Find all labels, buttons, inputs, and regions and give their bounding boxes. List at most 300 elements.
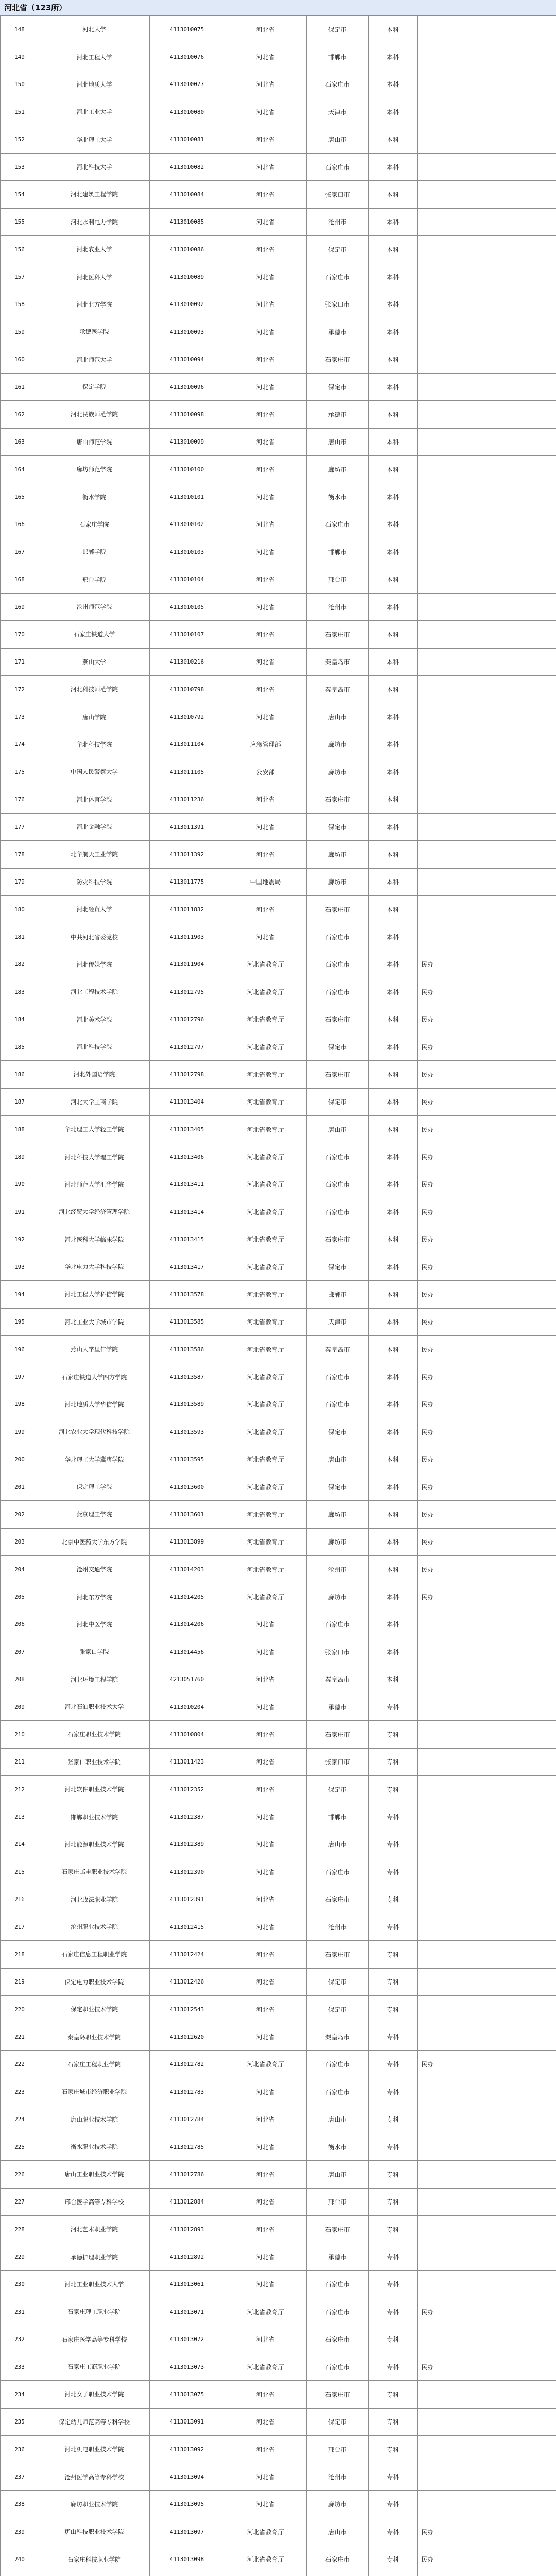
blank-cell: [438, 1666, 556, 1693]
governing-department: 河北省教育厅: [224, 1473, 307, 1500]
remark: 民办: [418, 1336, 438, 1363]
governing-department: 河北省: [224, 126, 307, 153]
city: 石家庄市: [307, 978, 369, 1006]
institution-name: 张家口学院: [39, 1638, 150, 1666]
city: 保定市: [307, 236, 369, 263]
city: 石家庄市: [307, 1226, 369, 1253]
governing-department: 河北省: [224, 16, 307, 43]
remark: [418, 2463, 438, 2490]
city: 石家庄市: [307, 1858, 369, 1886]
institution-code: 4113012797: [150, 1033, 224, 1060]
table-row: [1, 2161, 556, 2188]
city: 唐山市: [307, 703, 369, 731]
governing-department: 河北省: [224, 1941, 307, 1968]
governing-department: 河北省: [224, 1968, 307, 1995]
blank-cell: [438, 813, 556, 840]
blank-cell: [438, 1556, 556, 1583]
education-level: 本科: [369, 263, 418, 291]
row-number: 166: [1, 511, 39, 538]
institution-code: 4113014203: [150, 1556, 224, 1583]
remark: [418, 593, 438, 620]
education-level: 本科: [369, 1638, 418, 1666]
governing-department: 河北省: [224, 676, 307, 703]
row-number: [1, 2573, 39, 2576]
blank-cell: [438, 2573, 556, 2576]
city: 石家庄市: [307, 1061, 369, 1088]
blank-cell: [438, 428, 556, 455]
remark: [418, 868, 438, 895]
blank-cell: [438, 181, 556, 208]
education-level: 本科: [369, 538, 418, 566]
city: 邢台市: [307, 2188, 369, 2215]
row-number: 183: [1, 978, 39, 1006]
education-level: 本科: [369, 1473, 418, 1500]
governing-department: 河北省: [224, 401, 307, 428]
remark: [418, 346, 438, 373]
institution-code: 4113010076: [150, 43, 224, 71]
institution-name: 石家庄职业技术学院: [39, 1721, 150, 1748]
remark: 民办: [418, 1198, 438, 1226]
city: 邢台市: [307, 2436, 369, 2463]
institution-name: 河北科技大学: [39, 153, 150, 180]
table-row: [1, 2216, 556, 2243]
row-number: 229: [1, 2243, 39, 2270]
city: 承德市: [307, 1693, 369, 1720]
table-row: [1, 373, 556, 400]
row-number: 170: [1, 621, 39, 648]
blank-cell: [438, 1061, 556, 1088]
institution-name: 承德医学院: [39, 318, 150, 346]
institution-code: 4113012426: [150, 1968, 224, 1995]
blank-cell: [438, 1198, 556, 1226]
governing-department: 河北省: [224, 2326, 307, 2353]
table-row: [1, 1996, 556, 2023]
institution-name: 北华航天工业学院: [39, 841, 150, 868]
row-number: 233: [1, 2353, 39, 2380]
institution-code: 4113013589: [150, 1391, 224, 1418]
city: 石家庄市: [307, 2546, 369, 2573]
table-row: [1, 2436, 556, 2463]
blank-cell: [438, 1638, 556, 1666]
city: 石家庄市: [307, 1611, 369, 1638]
governing-department: 河北省: [224, 71, 307, 98]
institution-code: 4113012783: [150, 2078, 224, 2106]
governing-department: 河北省: [224, 346, 307, 373]
governing-department: 河北省教育厅: [224, 1528, 307, 1555]
education-level: 本科: [369, 1281, 418, 1308]
governing-department: 河北省教育厅: [224, 2518, 307, 2546]
governing-department: 河北省: [224, 1721, 307, 1748]
education-level: 本科: [369, 621, 418, 648]
remark: [418, 2573, 438, 2576]
governing-department: 河北省: [224, 2106, 307, 2133]
row-number: 163: [1, 428, 39, 455]
row-number: 154: [1, 181, 39, 208]
remark: [418, 263, 438, 291]
row-number: 221: [1, 2023, 39, 2050]
table-row: [1, 2353, 556, 2380]
table-row: [1, 1748, 556, 1775]
institution-name: 河北工程大学科信学院: [39, 1281, 150, 1308]
education-level: 本科: [369, 16, 418, 43]
blank-cell: [438, 2243, 556, 2270]
blank-cell: [438, 978, 556, 1006]
blank-cell: [438, 373, 556, 400]
remark: [418, 153, 438, 180]
governing-department: 河北省: [224, 43, 307, 71]
table-row: [1, 2050, 556, 2078]
table-row: [1, 1336, 556, 1363]
governing-department: 河北省教育厅: [224, 1143, 307, 1171]
blank-cell: [438, 208, 556, 235]
education-level: 本科: [369, 923, 418, 951]
institution-name: 河北机电职业技术学院: [39, 2436, 150, 2463]
row-number: 215: [1, 1858, 39, 1886]
city: 沧州市: [307, 1556, 369, 1583]
row-number: 192: [1, 1226, 39, 1253]
remark: [418, 566, 438, 593]
table-row: [1, 1886, 556, 1913]
remark: [418, 2270, 438, 2298]
remark: 民办: [418, 2050, 438, 2078]
city: [307, 2573, 369, 2576]
remark: 民办: [418, 1391, 438, 1418]
education-level: 专科: [369, 2050, 418, 2078]
table-row: [1, 1473, 556, 1500]
institution-code: 4113010100: [150, 456, 224, 483]
table-row: [1, 1501, 556, 1528]
remark: 民办: [418, 1088, 438, 1115]
row-number: 202: [1, 1501, 39, 1528]
table-row: [1, 208, 556, 235]
institution-name: 河北工业大学: [39, 98, 150, 126]
remark: 民办: [418, 1253, 438, 1280]
table-row: [1, 1941, 556, 1968]
table-row: [1, 1198, 556, 1226]
blank-cell: [438, 1611, 556, 1638]
remark: [418, 2078, 438, 2106]
institution-code: 4113010082: [150, 153, 224, 180]
education-level: 本科: [369, 511, 418, 538]
row-number: 239: [1, 2518, 39, 2546]
blank-cell: [438, 2298, 556, 2326]
education-level: 本科: [369, 1556, 418, 1583]
row-number: 201: [1, 1473, 39, 1500]
row-number: 177: [1, 813, 39, 840]
remark: 民办: [418, 2298, 438, 2326]
blank-cell: [438, 236, 556, 263]
city: 保定市: [307, 1033, 369, 1060]
table-row: [1, 511, 556, 538]
governing-department: 河北省: [224, 2381, 307, 2408]
remark: 民办: [418, 1226, 438, 1253]
table-row: [1, 731, 556, 758]
institution-code: 4113012352: [150, 1776, 224, 1803]
row-number: 153: [1, 153, 39, 180]
governing-department: 河北省: [224, 2436, 307, 2463]
institution-name: 保定电力职业技术学院: [39, 1968, 150, 1995]
governing-department: 河北省教育厅: [224, 1556, 307, 1583]
institution-code: 4113012893: [150, 2216, 224, 2243]
blank-cell: [438, 786, 556, 813]
row-number: 214: [1, 1831, 39, 1858]
remark: [418, 2161, 438, 2188]
institution-name: 河北科技学院: [39, 1033, 150, 1060]
governing-department: 河北省教育厅: [224, 1308, 307, 1335]
institution-name: 河北工业大学城市学院: [39, 1308, 150, 1335]
blank-cell: [438, 43, 556, 71]
table-row: [1, 236, 556, 263]
education-level: 本科: [369, 868, 418, 895]
row-number: 152: [1, 126, 39, 153]
education-level: 本科: [369, 236, 418, 263]
city: 石家庄市: [307, 951, 369, 978]
city: 保定市: [307, 2408, 369, 2435]
blank-cell: [438, 401, 556, 428]
institution-name: 衡水职业技术学院: [39, 2133, 150, 2160]
governing-department: 河北省教育厅: [224, 1363, 307, 1391]
city: 石家庄市: [307, 786, 369, 813]
city: 承德市: [307, 2243, 369, 2270]
remark: [418, 1941, 438, 1968]
institution-code: 4113010099: [150, 428, 224, 455]
education-level: 本科: [369, 758, 418, 786]
remark: 民办: [418, 1528, 438, 1555]
blank-cell: [438, 1831, 556, 1858]
education-level: 本科: [369, 208, 418, 235]
row-number: 237: [1, 2463, 39, 2490]
blank-cell: [438, 2490, 556, 2518]
row-number: 149: [1, 43, 39, 71]
institution-code: 4113013098: [150, 2546, 224, 2573]
blank-cell: [438, 1116, 556, 1143]
city: 衡水市: [307, 2133, 369, 2160]
row-number: 213: [1, 1803, 39, 1831]
governing-department: 河北省: [224, 1996, 307, 2023]
blank-cell: [438, 71, 556, 98]
education-level: 专科: [369, 1913, 418, 1940]
city: 石家庄市: [307, 1391, 369, 1418]
city: 保定市: [307, 813, 369, 840]
table-row: [1, 1803, 556, 1831]
education-level: 本科: [369, 1418, 418, 1446]
blank-cell: [438, 2326, 556, 2353]
education-level: 本科: [369, 648, 418, 675]
blank-cell: [438, 1418, 556, 1446]
table-row: [1, 1143, 556, 1171]
governing-department: 河北省: [224, 621, 307, 648]
institution-table: [0, 15, 556, 2576]
education-level: 本科: [369, 126, 418, 153]
blank-cell: [438, 1858, 556, 1886]
table-row: [1, 2326, 556, 2353]
row-number: 164: [1, 456, 39, 483]
table-row: [1, 538, 556, 566]
institution-code: 4113012391: [150, 1886, 224, 1913]
row-number: 172: [1, 676, 39, 703]
table-row: [1, 126, 556, 153]
institution-code: 4113010792: [150, 703, 224, 731]
row-number: 159: [1, 318, 39, 346]
institution-name: 石家庄铁道大学: [39, 621, 150, 648]
institution-name: 河北外国语学院: [39, 1061, 150, 1088]
education-level: 本科: [369, 43, 418, 71]
governing-department: 河北省: [224, 456, 307, 483]
institution-code: 4113011423: [150, 1748, 224, 1775]
table-row: [1, 2381, 556, 2408]
table-row: [1, 1858, 556, 1886]
governing-department: 河北省: [224, 1831, 307, 1858]
education-level: 本科: [369, 1501, 418, 1528]
education-level: 本科: [369, 1033, 418, 1060]
blank-cell: [438, 2518, 556, 2546]
row-number: 225: [1, 2133, 39, 2160]
city: 张家口市: [307, 1638, 369, 1666]
city: 石家庄市: [307, 1143, 369, 1171]
education-level: 本科: [369, 951, 418, 978]
city: 承德市: [307, 401, 369, 428]
education-level: 专科: [369, 1721, 418, 1748]
remark: [418, 511, 438, 538]
institution-name: 河北师范大学: [39, 346, 150, 373]
city: 石家庄市: [307, 1941, 369, 1968]
row-number: 226: [1, 2161, 39, 2188]
education-level: 专科: [369, 2381, 418, 2408]
institution-code: 4113010077: [150, 71, 224, 98]
blank-cell: [438, 291, 556, 318]
table-row: [1, 1721, 556, 1748]
institution-name: 华北理工大学冀唐学院: [39, 1446, 150, 1473]
blank-cell: [438, 1253, 556, 1280]
table-row: [1, 703, 556, 731]
remark: [418, 786, 438, 813]
institution-name: 保定学院: [39, 373, 150, 400]
remark: [418, 1996, 438, 2023]
education-level: 专科: [369, 2546, 418, 2573]
blank-cell: [438, 2078, 556, 2106]
institution-code: 4113010085: [150, 208, 224, 235]
institution-code: 4113013061: [150, 2270, 224, 2298]
table-row: [1, 951, 556, 978]
remark: [418, 841, 438, 868]
blank-cell: [438, 2133, 556, 2160]
blank-cell: [438, 621, 556, 648]
institution-name: 河北大学工商学院: [39, 1088, 150, 1115]
institution-code: 4113010089: [150, 263, 224, 291]
city: 保定市: [307, 1253, 369, 1280]
institution-code: 4113013073: [150, 2353, 224, 2380]
row-number: 194: [1, 1281, 39, 1308]
city: 廊坊市: [307, 731, 369, 758]
governing-department: 河北省教育厅: [224, 1226, 307, 1253]
education-level: 专科: [369, 1858, 418, 1886]
education-level: 本科: [369, 1116, 418, 1143]
remark: [418, 896, 438, 923]
remark: [418, 2490, 438, 2518]
education-level: 本科: [369, 1308, 418, 1335]
institution-code: 4113011832: [150, 896, 224, 923]
city: 廊坊市: [307, 868, 369, 895]
institution-code: 4113012892: [150, 2243, 224, 2270]
remark: [418, 1693, 438, 1720]
remark: [418, 1886, 438, 1913]
institution-code: 4113013587: [150, 1363, 224, 1391]
governing-department: 河北省教育厅: [224, 1446, 307, 1473]
blank-cell: [438, 566, 556, 593]
row-number: 148: [1, 16, 39, 43]
education-level: 专科: [369, 1831, 418, 1858]
city: 秦皇岛市: [307, 1336, 369, 1363]
row-number: 174: [1, 731, 39, 758]
remark: 民办: [418, 1473, 438, 1500]
governing-department: 河北省: [224, 703, 307, 731]
blank-cell: [438, 318, 556, 346]
row-number: 197: [1, 1363, 39, 1391]
governing-department: 河北省教育厅: [224, 2546, 307, 2573]
table-row: [1, 346, 556, 373]
institution-code: 4113013097: [150, 2518, 224, 2546]
education-level: 专科: [369, 2463, 418, 2490]
education-level: 本科: [369, 98, 418, 126]
city: 保定市: [307, 373, 369, 400]
row-number: 189: [1, 1143, 39, 1171]
institution-code: 4113013075: [150, 2381, 224, 2408]
governing-department: 河北省教育厅: [224, 2353, 307, 2380]
institution-name: 唐山工业职业技术学院: [39, 2161, 150, 2188]
table-row: [1, 786, 556, 813]
table-row: [1, 1693, 556, 1720]
education-level: 本科: [369, 703, 418, 731]
blank-cell: [438, 923, 556, 951]
governing-department: 河北省: [224, 373, 307, 400]
city: 天津市: [307, 98, 369, 126]
city: 石家庄市: [307, 1886, 369, 1913]
row-number: 158: [1, 291, 39, 318]
table-row: [1, 1968, 556, 1995]
row-number: 199: [1, 1418, 39, 1446]
governing-department: 应急管理部: [224, 731, 307, 758]
table-row: [1, 401, 556, 428]
institution-name: 石家庄科技职业学院: [39, 2546, 150, 2573]
governing-department: 河北省教育厅: [224, 2298, 307, 2326]
governing-department: 河北省: [224, 181, 307, 208]
row-number: 188: [1, 1116, 39, 1143]
institution-name: 河北美术学院: [39, 1006, 150, 1033]
table-row: [1, 16, 556, 43]
governing-department: 河北省: [224, 786, 307, 813]
remark: [418, 1748, 438, 1775]
city: 秦皇岛市: [307, 676, 369, 703]
remark: [418, 538, 438, 566]
table-row: [1, 2408, 556, 2435]
institution-name: 河北工程大学: [39, 43, 150, 71]
education-level: 本科: [369, 1666, 418, 1693]
city: 保定市: [307, 1776, 369, 1803]
remark: [418, 401, 438, 428]
row-number: 224: [1, 2106, 39, 2133]
row-number: 211: [1, 1748, 39, 1775]
education-level: 本科: [369, 291, 418, 318]
city: 石家庄市: [307, 2270, 369, 2298]
governing-department: 河北省: [224, 1858, 307, 1886]
blank-cell: [438, 2216, 556, 2243]
row-number: 181: [1, 923, 39, 951]
table-row: [1, 1418, 556, 1446]
institution-code: 4113013404: [150, 1088, 224, 1115]
city: 石家庄市: [307, 263, 369, 291]
city: 石家庄市: [307, 511, 369, 538]
remark: [418, 621, 438, 648]
